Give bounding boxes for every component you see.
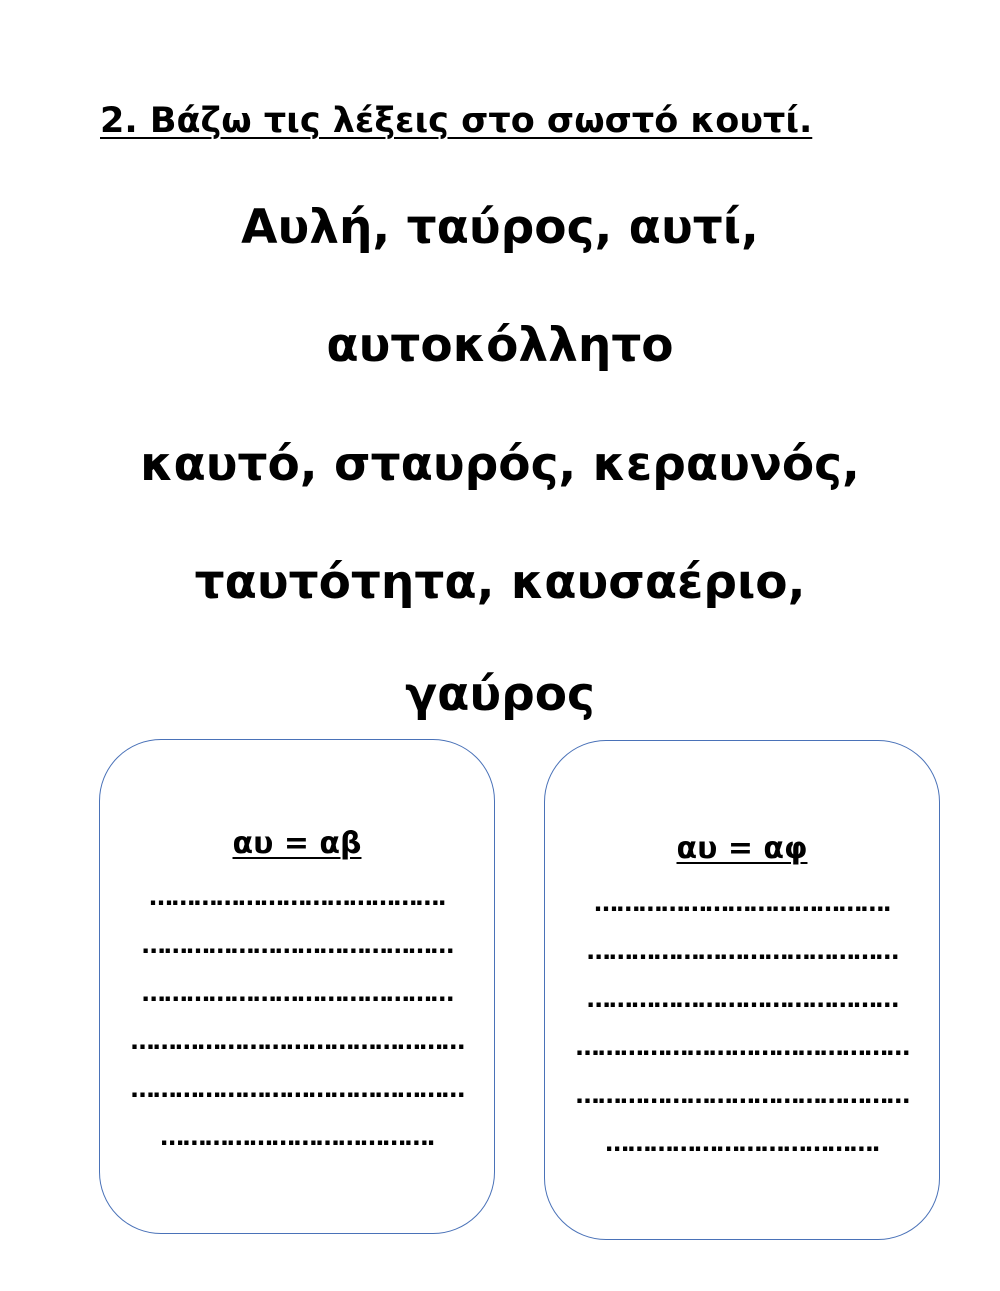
answer-line[interactable]: …………………………………… xyxy=(141,979,453,1007)
box-header-av: αυ = αβ xyxy=(232,826,362,861)
answer-line[interactable]: …………………………………… xyxy=(586,937,898,965)
sort-box-af xyxy=(544,740,940,1240)
answer-line[interactable]: ……………………………………… xyxy=(575,1033,909,1061)
box-header-af: αυ = αφ xyxy=(676,831,808,866)
answer-line[interactable]: ……………………………………… xyxy=(575,1081,909,1109)
answer-line[interactable]: ……………………………………… xyxy=(130,1027,464,1055)
word-bank-line: γαύρος xyxy=(405,667,595,722)
word-bank-line: αυτοκόλλητο xyxy=(326,318,674,373)
answer-line[interactable]: ………………………………. xyxy=(605,1129,879,1157)
answer-line[interactable]: …………………………………. xyxy=(594,889,890,917)
exercise-instruction: 2. Βάζω τις λέξεις στο σωστό κουτί. xyxy=(100,101,813,141)
word-bank-line: ταυτότητα, καυσαέριο, xyxy=(194,555,806,610)
word-bank-line: καυτό, σταυρός, κεραυνός, xyxy=(140,437,860,492)
answer-line[interactable]: ……………………………………… xyxy=(130,1075,464,1103)
answer-line[interactable]: ………………………………. xyxy=(160,1123,434,1151)
sort-box-av xyxy=(99,739,495,1234)
answer-line[interactable]: …………………………………… xyxy=(586,985,898,1013)
word-bank-line: Αυλή, ταύρος, αυτί, xyxy=(241,200,759,255)
answer-line[interactable]: …………………………………… xyxy=(141,931,453,959)
answer-line[interactable]: …………………………………. xyxy=(149,883,445,911)
